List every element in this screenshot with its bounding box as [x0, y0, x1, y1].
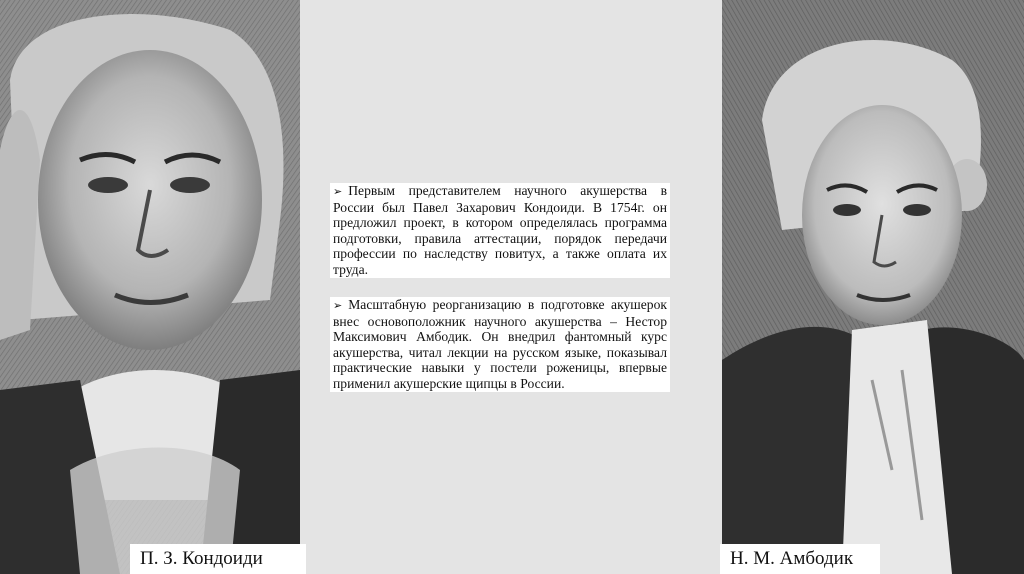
arrow-bullet-icon: ➢	[333, 299, 343, 312]
right-portrait-caption: Н. М. Амбодик	[720, 544, 880, 574]
right-portrait-image	[722, 0, 1024, 574]
paragraph-ambodik	[330, 297, 670, 392]
engraved-portrait-icon	[722, 0, 1024, 574]
engraved-portrait-icon	[0, 0, 300, 574]
left-portrait-caption: П. З. Кондоиди	[130, 544, 306, 574]
paragraph-kondoidi	[330, 183, 670, 278]
left-portrait-image	[0, 0, 300, 574]
arrow-bullet-icon: ➢	[333, 185, 343, 198]
paragraph-text: Первым представителем научного акушерства в России был Павел Захарович Кондоиди. В 1754г. он предложил проект, в котором определялась программа подготовки, правила аттестации, порядок передачи профессии по наследству повитух, а также оплата их труда.	[333, 183, 667, 277]
paragraph-text: Масштабную реорганизацию в подготовке акушерок внес основоположник научного акушерства – Нестор Максимович Амбодик. Он внедрил фантомный курс акушерства, читал лекции на русском языке, показывал практические навыки у постели роженицы, впервые применил акушерские щипцы в России.	[333, 297, 667, 391]
